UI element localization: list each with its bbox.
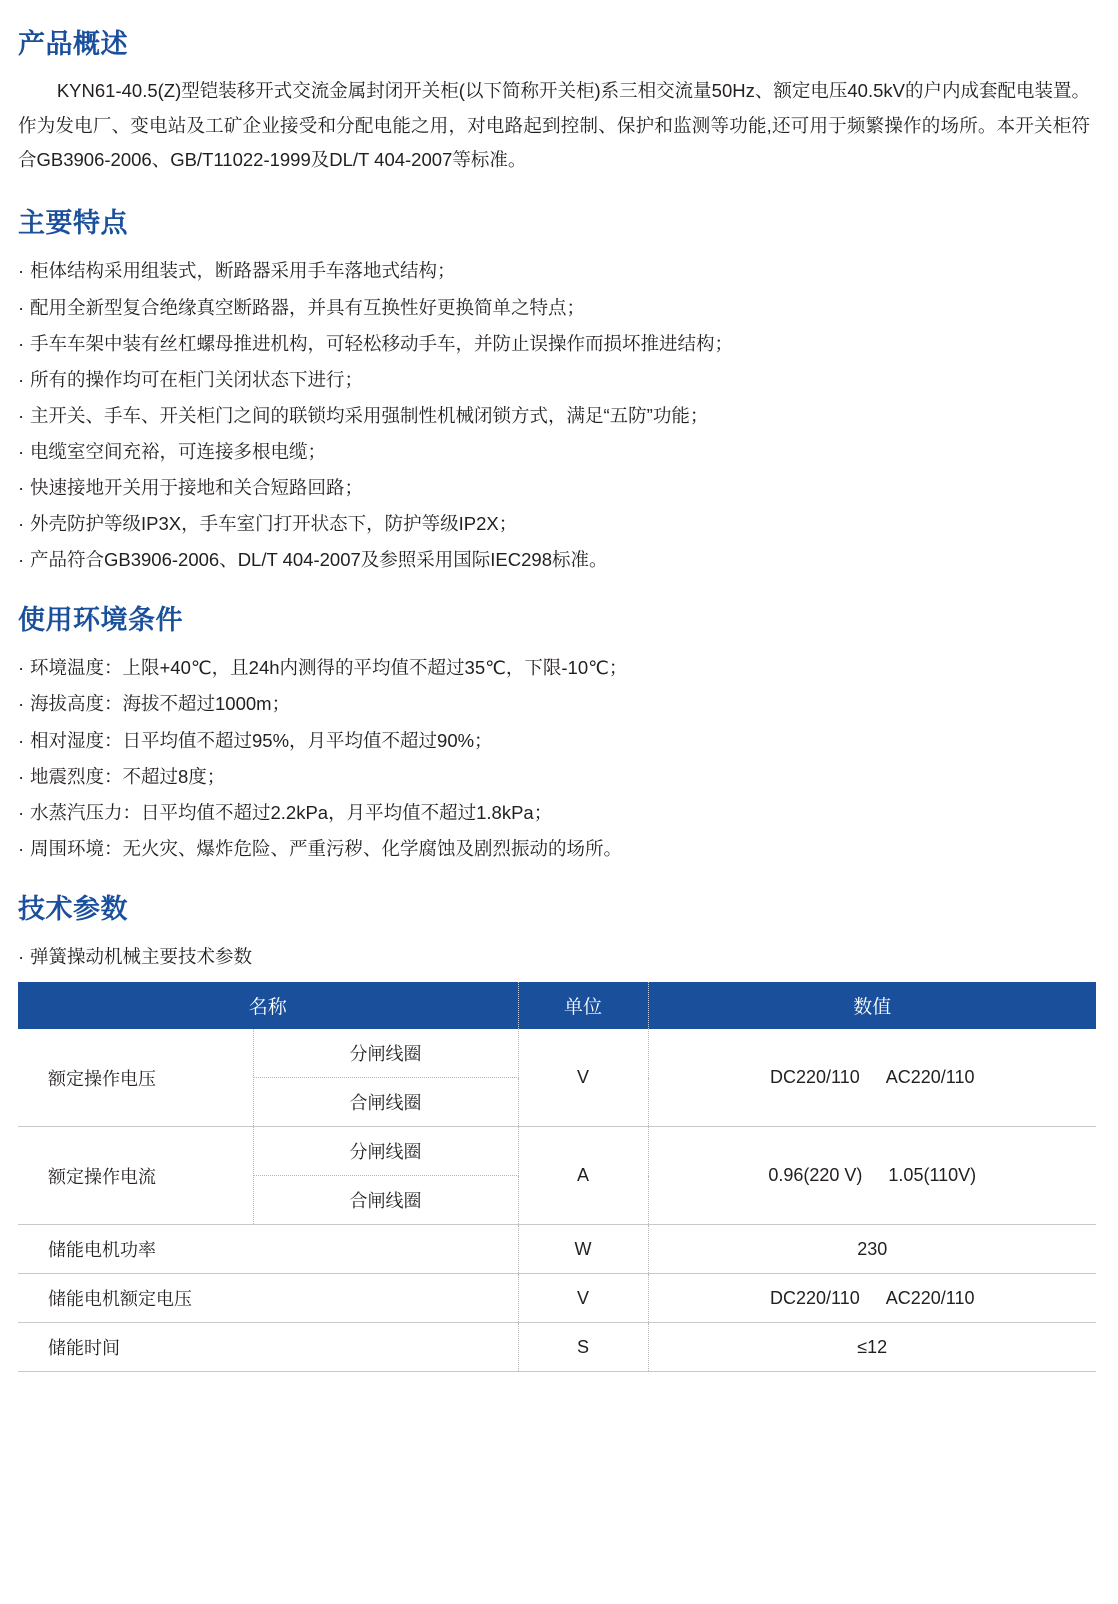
list-item: · 快速接地开关用于接地和关合短路回路；	[18, 470, 1096, 506]
section-technical-parameters	[18, 893, 1096, 1373]
list-item: · 手车车架中装有丝杠螺母推进机构，可轻松移动手车，并防止误操作而损坏推进结构；	[18, 326, 1096, 362]
section-operating-conditions	[18, 604, 1096, 867]
row-subitem: 分闸线圈	[253, 1127, 518, 1176]
table-row	[18, 1323, 1096, 1372]
row-value	[648, 1274, 1096, 1323]
table-header-row	[18, 982, 1096, 1029]
list-item: · 周围环境：无火灾、爆炸危险、严重污秽、化学腐蚀及剧烈振动的场所。	[18, 831, 1096, 867]
row-unit: A	[518, 1127, 648, 1225]
row-value-a: DC220/110	[770, 1067, 860, 1088]
row-value	[648, 1029, 1096, 1127]
table-header-name: 名称	[18, 982, 518, 1029]
list-item: · 柜体结构采用组装式，断路器采用手车落地式结构；	[18, 253, 1096, 289]
row-unit: S	[518, 1323, 648, 1372]
section-product-overview	[18, 28, 1096, 177]
table-header-unit: 单位	[518, 982, 648, 1029]
row-value-b: 1.05(110V)	[888, 1165, 977, 1186]
section-main-features	[18, 207, 1096, 578]
table-row	[18, 1225, 1096, 1274]
section-title-overview: 产品概述	[18, 29, 128, 59]
list-item: · 配用全新型复合绝缘真空断路器，并具有互换性好更换简单之特点；	[18, 290, 1096, 326]
table-header-value: 数值	[648, 982, 1096, 1029]
table-row	[18, 1127, 1096, 1176]
list-item: · 电缆室空间充裕，可连接多根电缆；	[18, 434, 1096, 470]
row-name: 储能电机额定电压	[18, 1274, 518, 1323]
row-value: 230	[648, 1225, 1096, 1274]
list-item: · 产品符合GB3906-2006、DL/T 404-2007及参照采用国际IEC298标准。	[18, 542, 1096, 578]
row-value-b: AC220/110	[885, 1287, 975, 1308]
list-item: · 海拔高度：海拔不超过1000m；	[18, 686, 1096, 722]
list-item: · 相对湿度：日平均值不超过95%，月平均值不超过90%；	[18, 723, 1096, 759]
row-value: ≤12	[648, 1323, 1096, 1372]
section-title-features: 主要特点	[18, 208, 128, 239]
row-value	[648, 1127, 1096, 1225]
row-name: 额定操作电压	[18, 1029, 253, 1127]
list-item: · 水蒸汽压力：日平均值不超过2.2kPa，月平均值不超过1.8kPa；	[18, 795, 1096, 831]
list-item: · 主开关、手车、开关柜门之间的联锁均采用强制性机械闭锁方式，满足“五防”功能；	[18, 398, 1096, 434]
row-unit: V	[518, 1029, 648, 1127]
section-title-environment: 使用环境条件	[18, 605, 183, 635]
row-unit: V	[518, 1274, 648, 1323]
list-item: · 外壳防护等级IP3X，手车室门打开状态下，防护等级IP2X；	[18, 506, 1096, 542]
features-list	[18, 253, 1096, 578]
list-item: · 环境温度：上限+40℃，且24h内测得的平均值不超过35℃，下限-10℃；	[18, 650, 1096, 686]
list-item: · 所有的操作均可在柜门关闭状态下进行；	[18, 362, 1096, 398]
row-value-a: DC220/110	[770, 1287, 860, 1308]
overview-paragraph: KYN61-40.5(Z)型铠装移开式交流金属封闭开关柜(以下简称开关柜)系三相交流量50Hz、额定电压40.5kV的户内成套配电装置。作为发电厂、变电站及工矿企业接受和分配电能之用，对电路起到控制、保护和监测等功能,还可用于频繁操作的场所。本开关柜符合GB3906-2006、GB/T11022-1999及DL/T 404-2007等标准。	[18, 80, 1090, 170]
technical-parameters-table	[18, 982, 1096, 1372]
row-subitem: 合闸线圈	[253, 1176, 518, 1225]
row-value-b: AC220/110	[885, 1067, 975, 1088]
row-unit: W	[518, 1225, 648, 1274]
row-subitem: 合闸线圈	[253, 1078, 518, 1127]
row-value-a: 0.96(220 V)	[768, 1165, 863, 1186]
row-name: 储能电机功率	[18, 1225, 518, 1274]
table-row	[18, 1274, 1096, 1323]
list-item: · 地震烈度：不超过8度；	[18, 759, 1096, 795]
row-name: 储能时间	[18, 1323, 518, 1372]
table-row	[18, 1029, 1096, 1078]
row-subitem: 分闸线圈	[253, 1029, 518, 1078]
section-title-tech: 技术参数	[18, 893, 128, 924]
environment-list	[18, 650, 1096, 866]
row-name: 额定操作电流	[18, 1127, 253, 1225]
tech-table-caption: · 弹簧操动机械主要技术参数	[18, 939, 1096, 974]
